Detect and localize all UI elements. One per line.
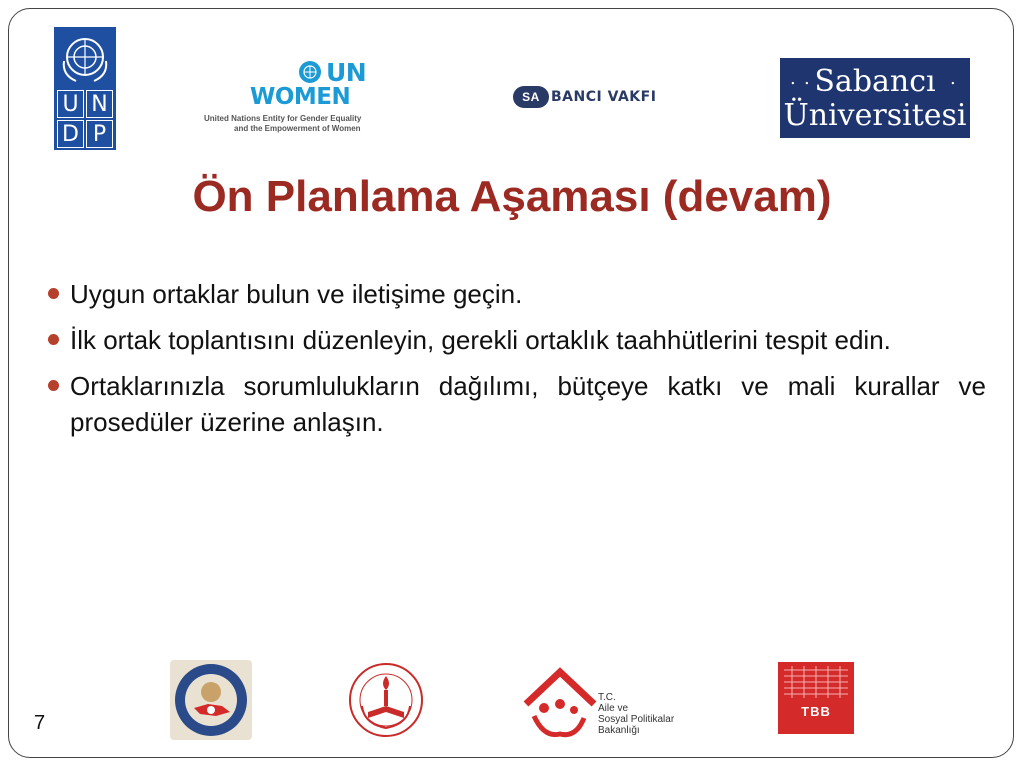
bullet-text: Ortaklarınızla sorumlulukların dağılımı, bütçeye katkı ve mali kurallar ve prosedüler üzerine anlaşın.	[70, 371, 986, 437]
bullet-text: İlk ortak toplantısını düzenleyin, gerekli ortaklık taahhütlerini tespit edin.	[70, 325, 891, 355]
bullet-text: Uygun ortaklar bulun ve iletişime geçin.	[70, 279, 523, 309]
bullet-list	[46, 276, 986, 450]
un-emblem-icon	[298, 60, 322, 84]
sabanci-vakfi-name: BANCI VAKFI	[551, 89, 657, 105]
meb-seal-icon	[344, 660, 428, 740]
bullet-item	[46, 322, 986, 358]
un-emblem-icon	[54, 27, 116, 87]
aile-sosyal-politikalar-logo	[520, 664, 690, 740]
tbb-logo	[778, 662, 854, 734]
logo-dot: .	[790, 68, 796, 89]
undp-letter: D	[57, 120, 84, 148]
un-women-logo	[204, 58, 374, 142]
un-women-tagline: and the Empowerment of Women	[234, 124, 361, 133]
bullet-dot-icon	[48, 334, 59, 345]
sabanci-universitesi-line1: Sabancı	[814, 64, 936, 99]
bullet-item	[46, 368, 986, 440]
undp-letter: U	[57, 90, 84, 118]
sabanci-vakfi-mark: SA	[513, 86, 549, 108]
slide-title: Ön Planlama Aşaması (devam)	[192, 172, 832, 221]
un-women-un: UN	[326, 57, 367, 87]
undp-letter: N	[86, 90, 113, 118]
aile-bakanligi-text: T.C. Aile ve Sosyal Politikalar Bakanlığı	[598, 692, 675, 736]
tbb-grid-icon	[778, 662, 854, 702]
undp-logo	[54, 27, 116, 150]
milli-egitim-bakanligi-logo	[344, 660, 428, 740]
family-house-icon	[520, 664, 600, 740]
un-women-women: WOMEN	[250, 84, 351, 110]
undp-letter: P	[86, 120, 113, 148]
bullet-dot-icon	[48, 288, 59, 299]
sabanci-universitesi-logo	[780, 58, 970, 138]
page-number: 7	[34, 712, 46, 734]
bullet-dot-icon	[48, 380, 59, 391]
sabanci-vakfi-logo	[513, 86, 656, 108]
logo-dot: .	[804, 68, 810, 89]
tbb-label: TBB	[801, 704, 831, 719]
icisleri-seal-icon	[170, 660, 252, 740]
icisleri-bakanligi-logo	[170, 660, 252, 740]
un-women-tagline: United Nations Entity for Gender Equality	[204, 114, 362, 123]
bullet-item	[46, 276, 986, 312]
sabanci-universitesi-line2: Üniversitesi	[783, 98, 967, 133]
logo-dot: .	[950, 68, 956, 89]
